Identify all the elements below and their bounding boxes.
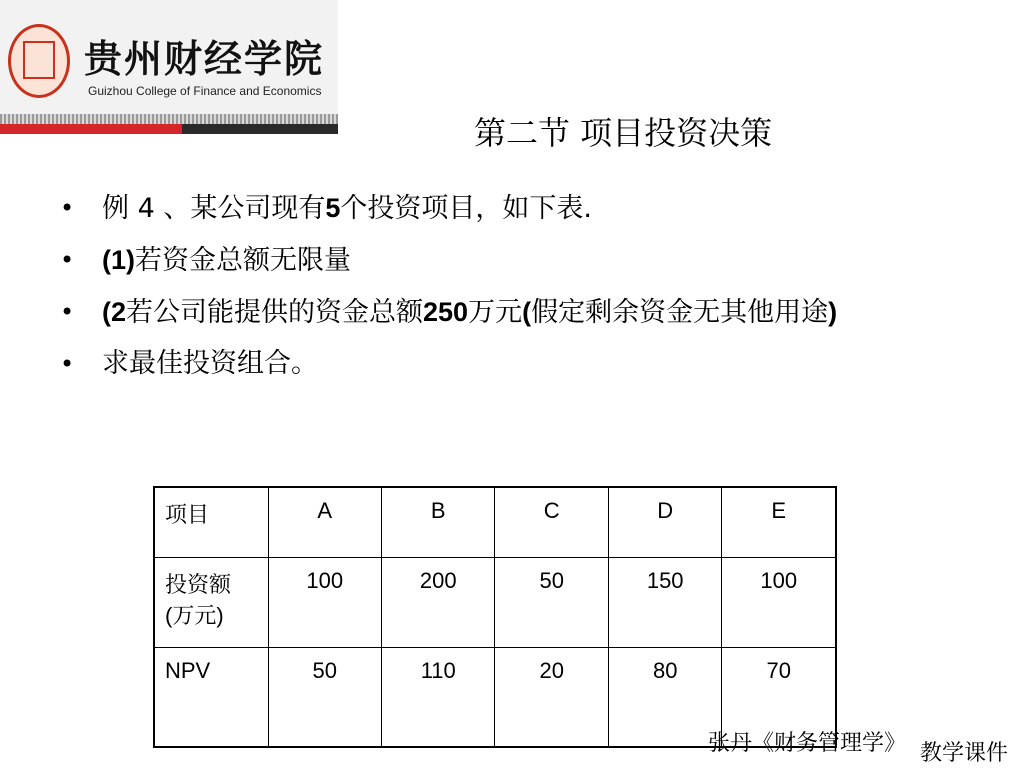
bullet-dot: • (60, 350, 75, 378)
bullet-item (60, 240, 970, 281)
table-header-cell: A (268, 487, 381, 557)
college-logo (0, 0, 338, 134)
table-header-cell: 项目 (154, 487, 268, 557)
table-cell: 100 (722, 557, 836, 647)
bullet-text: 万元 (468, 297, 523, 328)
bullet-bold-text: 5 (325, 193, 341, 223)
table-cell: NPV (154, 647, 268, 747)
bullet-item (60, 344, 970, 384)
logo-chinese-name: 贵州财经学院 (84, 36, 325, 81)
bullet-text: 例 4 、某公司现有 (102, 193, 326, 224)
bullet-bold-text: (2 (102, 297, 127, 327)
table-header-row (154, 487, 836, 557)
bullet-bold-text: (1) (102, 245, 135, 275)
table-row (154, 557, 836, 647)
table-cell: 80 (608, 647, 721, 747)
logo-dotted-bar (0, 114, 338, 124)
table-header-cell: C (495, 487, 608, 557)
logo-red-bar (0, 124, 182, 134)
table-header-cell: B (381, 487, 494, 557)
slide-title: 第二节 项目投资决策 (474, 114, 773, 152)
bullet-item (60, 292, 962, 333)
bullet-bold-text: ) (828, 297, 838, 327)
bullet-text: 若资金总额无限量 (135, 245, 351, 276)
table-header-cell: D (608, 487, 721, 557)
bullet-bold-text: ( (522, 297, 532, 327)
bullet-text: 求最佳投资组合。 (102, 348, 318, 379)
logo-english-name: Guizhou College of Finance and Economics (88, 84, 322, 98)
table-cell: 70 (722, 647, 836, 747)
college-seal-icon (8, 24, 70, 98)
table-cell: 110 (381, 647, 494, 747)
table-cell: 50 (268, 647, 381, 747)
table-cell: 投资额(万元) (154, 557, 268, 647)
footer-author-text: 张丹《财务管理学》 (708, 731, 907, 756)
bullet-bold-text: 250 (423, 297, 469, 327)
bullet-list (60, 188, 970, 395)
bullet-dot: • (60, 194, 75, 222)
bullet-dot: • (60, 246, 75, 274)
project-table (153, 486, 837, 748)
table-header-cell: E (722, 487, 836, 557)
table-cell: 200 (381, 557, 494, 647)
footer-caption (708, 726, 1009, 766)
table-cell: 20 (495, 647, 608, 747)
bullet-dot: • (60, 298, 75, 326)
footer-courseware-text: 教学课件 (920, 741, 1009, 766)
table-cell: 50 (495, 557, 608, 647)
logo-dark-bar (182, 124, 338, 134)
bullet-item (60, 188, 970, 229)
table-cell: 100 (268, 557, 381, 647)
bullet-text: 个投资项目，如下表. (340, 193, 592, 224)
seal-inner-mark (23, 41, 55, 79)
bullet-text: 假定剩余资金无其他用途 (531, 297, 829, 328)
table-cell: 150 (608, 557, 721, 647)
bullet-text: 若公司能提供的资金总额 (126, 297, 424, 328)
